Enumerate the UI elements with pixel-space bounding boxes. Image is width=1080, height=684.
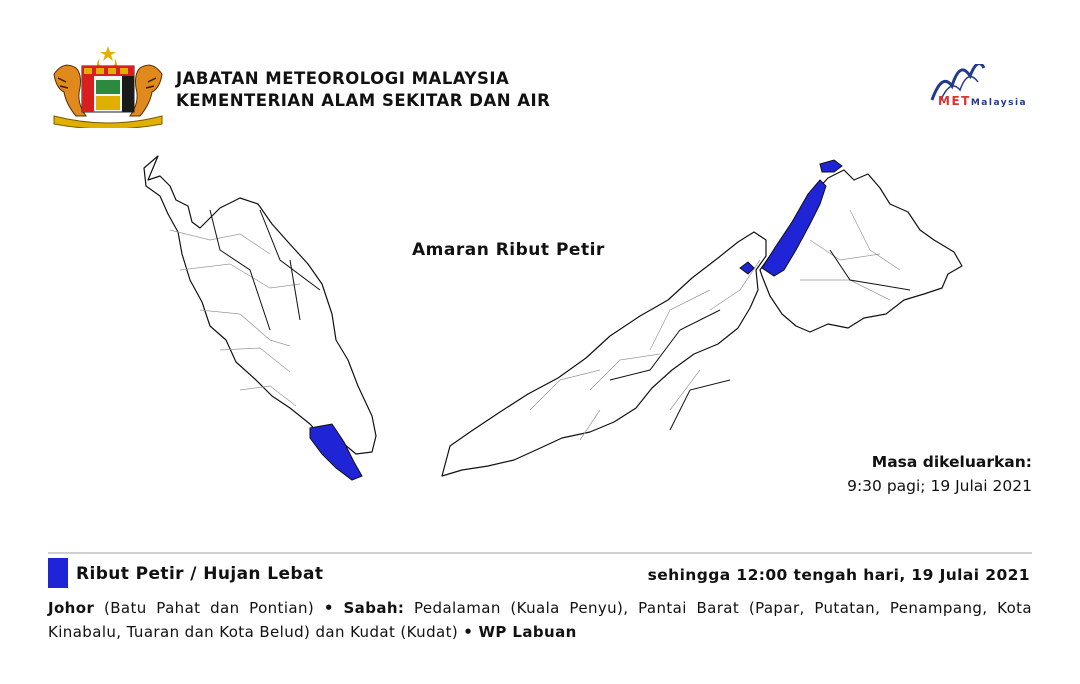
valid-until: sehingga 12:00 tengah hari, 19 Julai 2021 [647, 566, 1030, 584]
met-suffix: Malaysia [970, 98, 1028, 108]
affected-areas [48, 596, 1032, 644]
met-wordmark [938, 94, 1027, 108]
bullet-separator-2: • [463, 623, 474, 641]
area-detail-johor: (Batu Pahat dan Pontian) [103, 599, 315, 617]
org-name [176, 68, 550, 112]
org-line-2: KEMENTERIAN ALAM SEKITAR DAN AIR [176, 91, 551, 110]
divider [48, 552, 1032, 554]
header [48, 44, 1038, 130]
legend-swatch [48, 558, 68, 588]
sarawak [442, 232, 766, 476]
map-title: Amaran Ribut Petir [412, 240, 605, 260]
org-line-1: JABATAN METEOROLOGI MALAYSIA [176, 69, 510, 88]
issued-label: Masa dikeluarkan: [871, 453, 1032, 471]
legend-label: Ribut Petir / Hujan Lebat [76, 564, 324, 584]
malaysia-map [110, 150, 970, 500]
met-brand: MET [938, 94, 971, 108]
area-state-labuan: WP Labuan [478, 623, 577, 641]
issued-value: 9:30 pagi; 19 Julai 2021 [847, 477, 1032, 495]
met-malaysia-logo [920, 64, 1030, 118]
area-state-sabah: Sabah: [343, 599, 405, 617]
peninsular-malaysia [144, 156, 376, 454]
issued-time-block [847, 450, 1032, 498]
area-detail-sabah: Pedalaman (Kuala Penyu), Pantai Barat (Papar, Putatan, Penampang, Kota Kinabalu, Tuaran dan Kota Belud) dan Kudat (Kudat) [48, 599, 1033, 641]
malaysia-coat-of-arms-icon [48, 44, 168, 128]
warning-area-kudat [820, 160, 842, 172]
met-swoosh-icon [920, 64, 1030, 118]
area-state-johor: Johor [48, 599, 95, 617]
bullet-separator: • [323, 599, 334, 617]
